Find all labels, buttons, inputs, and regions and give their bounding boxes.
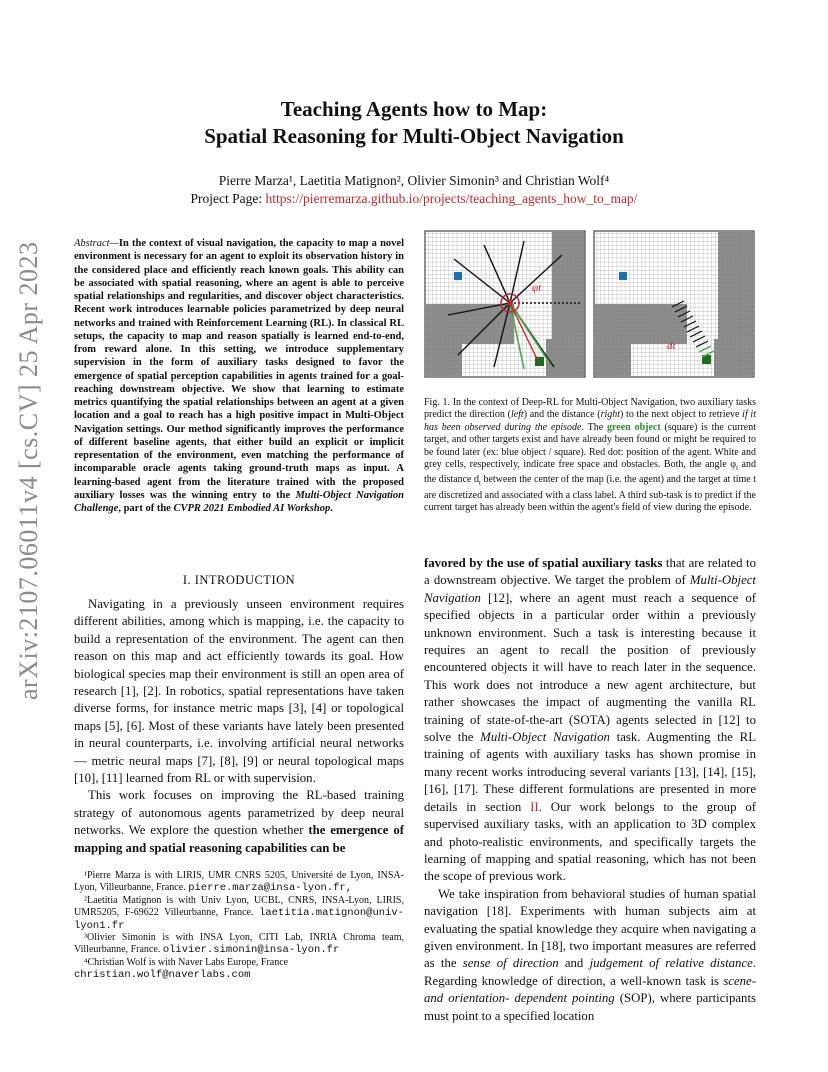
footnote-3 — [74, 932, 404, 957]
figure-caption: Fig. 1. In the context of Deep-RL for Multi-Object Navigation, two auxiliary tasks predict the direction (left) and the distance (right) to the next object to retrieve if it has been observed during the episode. The green object (square) is the current target, and other targets exist and have already been found or might be required to be found later (ex: blue object / square). Red dot: position of the agent. White and grey cells, respectively, indicate free space and obstacles. Both, the angle $\varphi_t$ and the distance $d_t$ between the center of the map (i.e. the agent) and the target at time t are discretized and associated with a class label. A third sub-task is to predict if the current target has already been within the agent's field of view during the episode. — [424, 397, 756, 514]
project-page — [0, 191, 828, 207]
footnote-4 — [74, 957, 404, 982]
abstract-workshop: CVPR 2021 Embodied AI Workshop — [173, 503, 331, 514]
blue-object-right — [619, 272, 627, 280]
direction-map — [425, 231, 585, 377]
caption-f: and the distance d — [424, 459, 756, 486]
fn4-text: ⁴Christian Wolf is with Naver Labs Europe, France — [84, 956, 289, 968]
col2-p2-it3: scene- and orientation- dependent pointing — [424, 973, 756, 1006]
fn1-email: pierre.marza@insa-lyon.fr, — [188, 882, 353, 895]
arxiv-stamp: arXiv:2107.06011v4 [cs.CV] 25 Apr 2023 — [14, 241, 43, 700]
col2-paragraph-1 — [424, 555, 756, 886]
abstract — [74, 237, 404, 515]
abstract-label: Abstract— — [74, 238, 119, 249]
fn2-email: laetitia.matignon@univ-lyon1.fr — [74, 907, 404, 932]
section-ref-link[interactable]: II — [530, 799, 539, 814]
intro-paragraph-1: Navigating in a previously unseen environment requires different abilities, among which is mapping, i.e. the capacity to build a representation of the environment. The agent can then reason on this map and act efficiently towards its goal. How biological species map their environment is still an open area of research [1], [2]. In robotics, spatial representations have taken diverse forms, for instance metric maps [3], [4] or topological maps [5], [6]. Most of these variants have lately been presented in neural counterparts, i.e. involving artificial neural networks — metric neural maps [7], [8], [9] or neural topological maps [10], [11] learned from RL or with supervision. — [74, 597, 404, 786]
col2-p2c: . Regarding knowledge of direction, a well-known task is — [424, 956, 756, 988]
title-line-2: Spatial Reasoning for Multi-Object Navigation — [204, 124, 624, 148]
footnote-2 — [74, 895, 404, 932]
abstract-mid: , part of the — [118, 503, 174, 514]
caption-d: . The — [581, 421, 608, 433]
fn3-email: olivier.simonin@insa-lyon.fr — [162, 944, 340, 957]
paper-title — [0, 96, 828, 150]
caption-right: right — [600, 409, 621, 421]
caption-italic: if it has been observed during the episode — [424, 409, 756, 433]
caption-c: ) to the next object to retrieve — [620, 409, 743, 421]
abstract-end: . — [330, 503, 333, 514]
intro-p2-bold: the emergence of mapping and spatial reasoning capabilities can be — [74, 823, 404, 855]
intro-column-right — [424, 555, 756, 1025]
blue-object-left — [454, 272, 462, 280]
col2-p1c: task. Augmenting the RL training of agents with auxiliary tasks has shown promise in many recent works introducing several variants [13], [14], [15], [16], [17]. These different formulations are presented in more details in section — [424, 730, 757, 814]
col2-p1a: that are related to a downstream objective. We target the problem of — [424, 556, 757, 588]
col2-paragraph-2 — [424, 886, 756, 1025]
caption-b: ) and the distance ( — [523, 409, 601, 421]
intro-p2-text: This work focuses on improving the RL-based training strategy of autonomous agents parametrized by deep neural networks. We explore the question whether — [74, 788, 404, 838]
col2-p1-it2: Multi-Object Navigation — [480, 730, 610, 745]
author-list: Pierre Marza¹, Laetitia Matignon², Olivier Simonin³ and Christian Wolf⁴ — [218, 173, 610, 188]
footnote-1 — [74, 870, 404, 895]
col2-p2-it1: sense of direction — [462, 956, 559, 971]
col2-p2b: and — [558, 956, 590, 971]
fn3-text: ³Olivier Simonin is with INSA Lyon, CITI Lab, INRIA Chroma team, Villeurbanne, France. — [74, 932, 404, 956]
col2-bold: favored by the use of spatial auxiliary tasks — [424, 556, 663, 570]
col2-p1b: [12], where an agent must reach a sequence of specified objects in a particular order within a previously unknown environment. Such a task is interesting because it requires an agent to recall the position of previously encountered objects it will have to reach later in the sequence. This work does not introduce a new agent architecture, but rather showcases the impact of augmenting the vanilla RL training of state-of-the-art (SOTA) agents selected in [12] to solve the — [424, 590, 756, 745]
agent-dot-left — [507, 300, 513, 306]
caption-g: between the center of the map (i.e. the agent) and the target at time t are discretized and associated with a class label. A third sub-task is to predict if the current target has already been within the agent's field of view during the episode. — [424, 474, 756, 514]
col2-p2a: We take inspiration from behavioral studies of human spatial navigation [18]. Experiments with human subjects aim at evaluating the spatial knowledge they acquire when navigating a given environment. In [18], two important measures are referred as the — [424, 886, 756, 971]
caption-a: Fig. 1. In the context of Deep-RL for Multi-Object Navigation, two auxiliary tasks predict the direction ( — [424, 397, 756, 421]
caption-e: (square) is the current target, and other targets exist and have already been found or might be required to be found later (ex: blue object / square). Red dot: position of the agent. White and grey cells, respectively, indicate free space and obstacles. Both, the angle φ — [424, 421, 756, 471]
abstract-text: In the context of visual navigation, the capacity to map a novel environment is necessary for an agent to exploit its observation history in the considered place and efficiently reach known goals. This ability can be associated with spatial reasoning, where an agent is able to perceive spatial relationships and regularities, and discover object characteristics. Recent work introduces learnable policies parametrized by deep neural networks and trained with Reinforcement Learning (RL). In classical RL setups, the capacity to map and reason spatially is learned end-to-end, from reward alone. In this setting, we introduce supplementary supervision in the form of auxiliary tasks designed to favor the emergence of spatial perception capabilities in agents trained for a goal-reaching downstream objective. We show that learning to estimate metrics quantifying the spatial relationships between an agent at a given location and a goal to reach has a high positive impact in Multi-Object Navigation settings. Our method significantly improves the performance of different baseline agents, that either build an explicit or implicit representation of the environment, even matching the performance of incomparable oracle agents taking ground-truth maps as input. A learning-based agent from the literature trained with the proposed auxiliary losses was the winning entry to the — [74, 238, 404, 501]
phi-label: φt — [532, 282, 542, 294]
figure-1 — [424, 229, 756, 381]
distance-map — [594, 231, 754, 377]
intro-paragraph-2 — [74, 787, 404, 857]
intro-column-left — [74, 596, 404, 857]
section-heading: I. INTRODUCTION — [182, 573, 296, 587]
col2-p1-it1: Multi-Object Navigation — [424, 573, 756, 605]
fn1-text: ¹Pierre Marza is with LIRIS, UMR CNRS 5205, Université de Lyon, INSA-Lyon, Villeurbanne, France. — [74, 870, 404, 894]
title-line-1: Teaching Agents how to Map: — [280, 97, 548, 121]
col2-p2-it2: judgement of relative distance — [589, 956, 753, 971]
fn4-email: christian.wolf@naverlabs.com — [74, 969, 251, 982]
d-label: dt — [667, 340, 676, 352]
fn2-text: ²Laetitia Matignon is with Univ Lyon, UCBL, CNRS, INSA-Lyon, LIRIS, UMR5205, F-69622 Villeurbanne, France. — [74, 894, 404, 919]
col2-p1d: . Our work belongs to the group of supervised auxiliary tasks, with an application to 3D complex and photo-realistic environments, and specifically targets the learning of mapping and spatial reasoning, which has not been the scope of previous work. — [424, 799, 756, 884]
caption-left: left — [510, 409, 524, 421]
caption-green-object: green object — [607, 421, 661, 433]
project-label: Project Page: — [190, 191, 263, 206]
abstract-challenge: Multi-Object Navigation Challenge — [74, 489, 404, 514]
col2-p2d: (SOP), where participants must point to a specified location — [424, 991, 756, 1023]
project-link[interactable]: https://pierremarza.github.io/projects/teaching_agents_how_to_map/ — [265, 191, 638, 206]
footnotes — [74, 870, 404, 982]
